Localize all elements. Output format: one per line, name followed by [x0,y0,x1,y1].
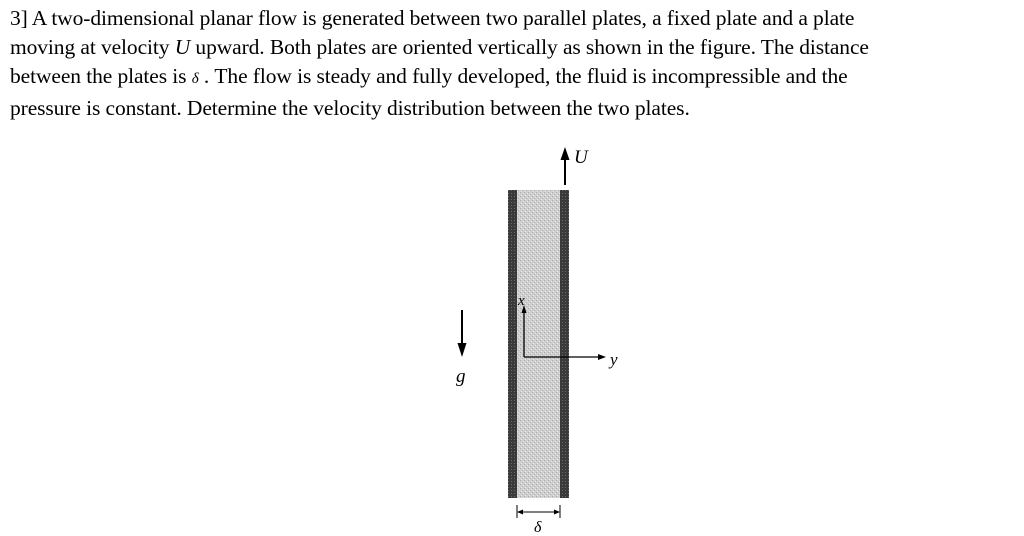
fixed-plate [508,190,517,498]
y-axis-label: y [610,350,618,369]
problem-line-1: 3] A two-dimensional planar flow is generated between two parallel plates, a fixed plate and a plate [10,6,855,30]
gravity-arrow [458,310,467,357]
moving-plate [560,190,569,498]
gap-dimension [517,505,560,518]
gravity-label: g [456,366,466,387]
velocity-symbol: U [174,35,191,59]
gap-label: δ [534,519,542,536]
velocity-label: U [574,147,588,168]
velocity-arrow [561,147,570,185]
problem-line-4: pressure is constant. Determine the velocity distribution between the two plates. [10,96,690,120]
x-axis-label: x [518,293,525,309]
problem-line-2-start: moving at velocity [10,35,175,59]
problem-line-3-end: . The flow is steady and fully developed, the fluid is incompressible and the [198,64,848,88]
problem-line-3-start: between the plates is [10,64,192,88]
delta-symbol: δ [191,71,199,87]
problem-line-2-end: upward. Both plates are oriented vertically as shown in the figure. The distance [190,35,869,59]
